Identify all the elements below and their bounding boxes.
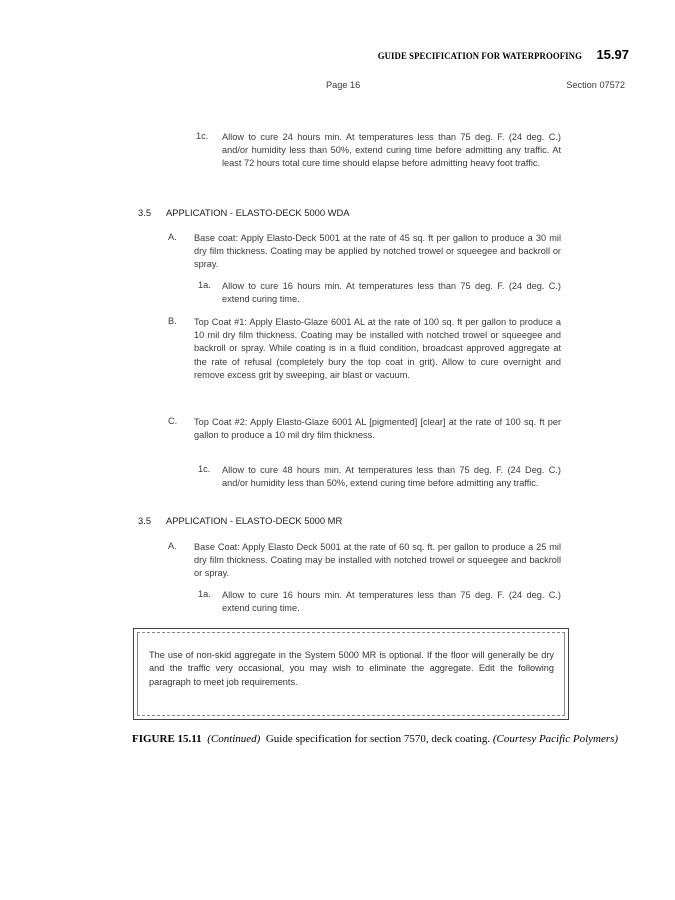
- item-1c-top-text: Allow to cure 24 hours min. At temperatures less than 75 deg. F. (24 deg. C.) and/or humidity less than 50%, extend curing time before admitting any traffic. At least 72 hours total cure time should elapse before admitting heavy foot traffic.: [222, 132, 561, 169]
- editor-note-text: The use of non-skid aggregate in the System 5000 MR is optional. If the floor will generally be dry and the traffic very occasional, you may wish to eliminate the aggregate. Edit the following paragraph to meet job requirements.: [149, 650, 554, 687]
- mr-a-text: Base Coat: Apply Elasto Deck 5001 at the rate of 60 sq. ft. per gallon to produce a 25 mil dry film thickness. Coating may be installed with notched trowel or squeegee and backroll or spray.: [194, 542, 561, 579]
- page-number: 15.97: [596, 47, 629, 62]
- wda-b-text: Top Coat #1: Apply Elasto-Glaze 6001 AL at the rate of 100 sq. ft per gallon to produce a 10 mil dry film thickness. Coating may be installed with notched trowel or squeegee and backroll or spray. While coating is in a fluid condition, broadcast approved aggregate at the rate of refusal (completely bury the top coat in grit). Allow to cure overnight and remove excess grit by sweeping, air blast or vacuum.: [194, 317, 561, 380]
- section-mr-number: 3.5: [138, 515, 152, 526]
- caption-figure-label: FIGURE 15.11: [132, 733, 202, 745]
- editor-note-box: [133, 628, 569, 720]
- caption-continued: (Continued): [207, 733, 261, 745]
- wda-c-label: C.: [168, 416, 178, 426]
- wda-a-text: Base coat: Apply Elasto-Deck 5001 at the rate of 45 sq. ft per gallon to produce a 30 mil dry film thickness. Coating may be applied by notched trowel or squeegee and backroll or spray.: [194, 233, 561, 270]
- mr-a-1a-text: Allow to cure 16 hours min. At temperatures less than 75 deg. F. (24 deg. C.) extend curing time.: [222, 590, 561, 614]
- running-head-title: GUIDE SPECIFICATION FOR WATERPROOFING: [378, 52, 583, 62]
- wda-c-1c-label: 1c.: [198, 464, 211, 474]
- mr-a-label: A.: [168, 541, 177, 551]
- section-wda-heading: [138, 207, 350, 218]
- wda-a-label: A.: [168, 232, 177, 242]
- wda-a-1a-label: 1a.: [198, 280, 211, 290]
- section-mr-heading: [138, 515, 342, 526]
- wda-c-1c-text: Allow to cure 48 hours min. At temperatures less than 75 deg. F. (24 Deg. C.) and/or humidity less than 50%, extend curing time before admitting any traffic.: [222, 465, 561, 489]
- figure-caption: [132, 732, 627, 746]
- section-wda-title: APPLICATION - ELASTO-DECK 5000 WDA: [166, 207, 350, 218]
- wda-c-text: Top Coat #2: Apply Elasto-Glaze 6001 AL [pigmented] [clear] at the rate of 100 sq. ft per gallon to produce a 10 mil dry film thickness.: [194, 417, 561, 441]
- caption-credit: (Courtesy Pacific Polymers): [492, 733, 619, 745]
- wda-a-1a-text: Allow to cure 16 hours min. At temperatures less than 75 deg. F. (24 deg. C.) extend curing time.: [222, 281, 561, 305]
- scan-header: [0, 80, 675, 94]
- scan-section-label: Section 07572: [566, 80, 625, 90]
- section-mr-title: APPLICATION - ELASTO-DECK 5000 MR: [166, 515, 343, 526]
- mr-a-1a-label: 1a.: [198, 589, 211, 599]
- caption-text: Guide specification for section 7570, deck coating.: [265, 733, 491, 745]
- running-head: [360, 46, 629, 64]
- scan-page-label: Page 16: [326, 80, 361, 90]
- section-wda-number: 3.5: [138, 207, 152, 218]
- item-1c-top-label: 1c.: [196, 131, 209, 141]
- wda-b-label: B.: [168, 316, 177, 326]
